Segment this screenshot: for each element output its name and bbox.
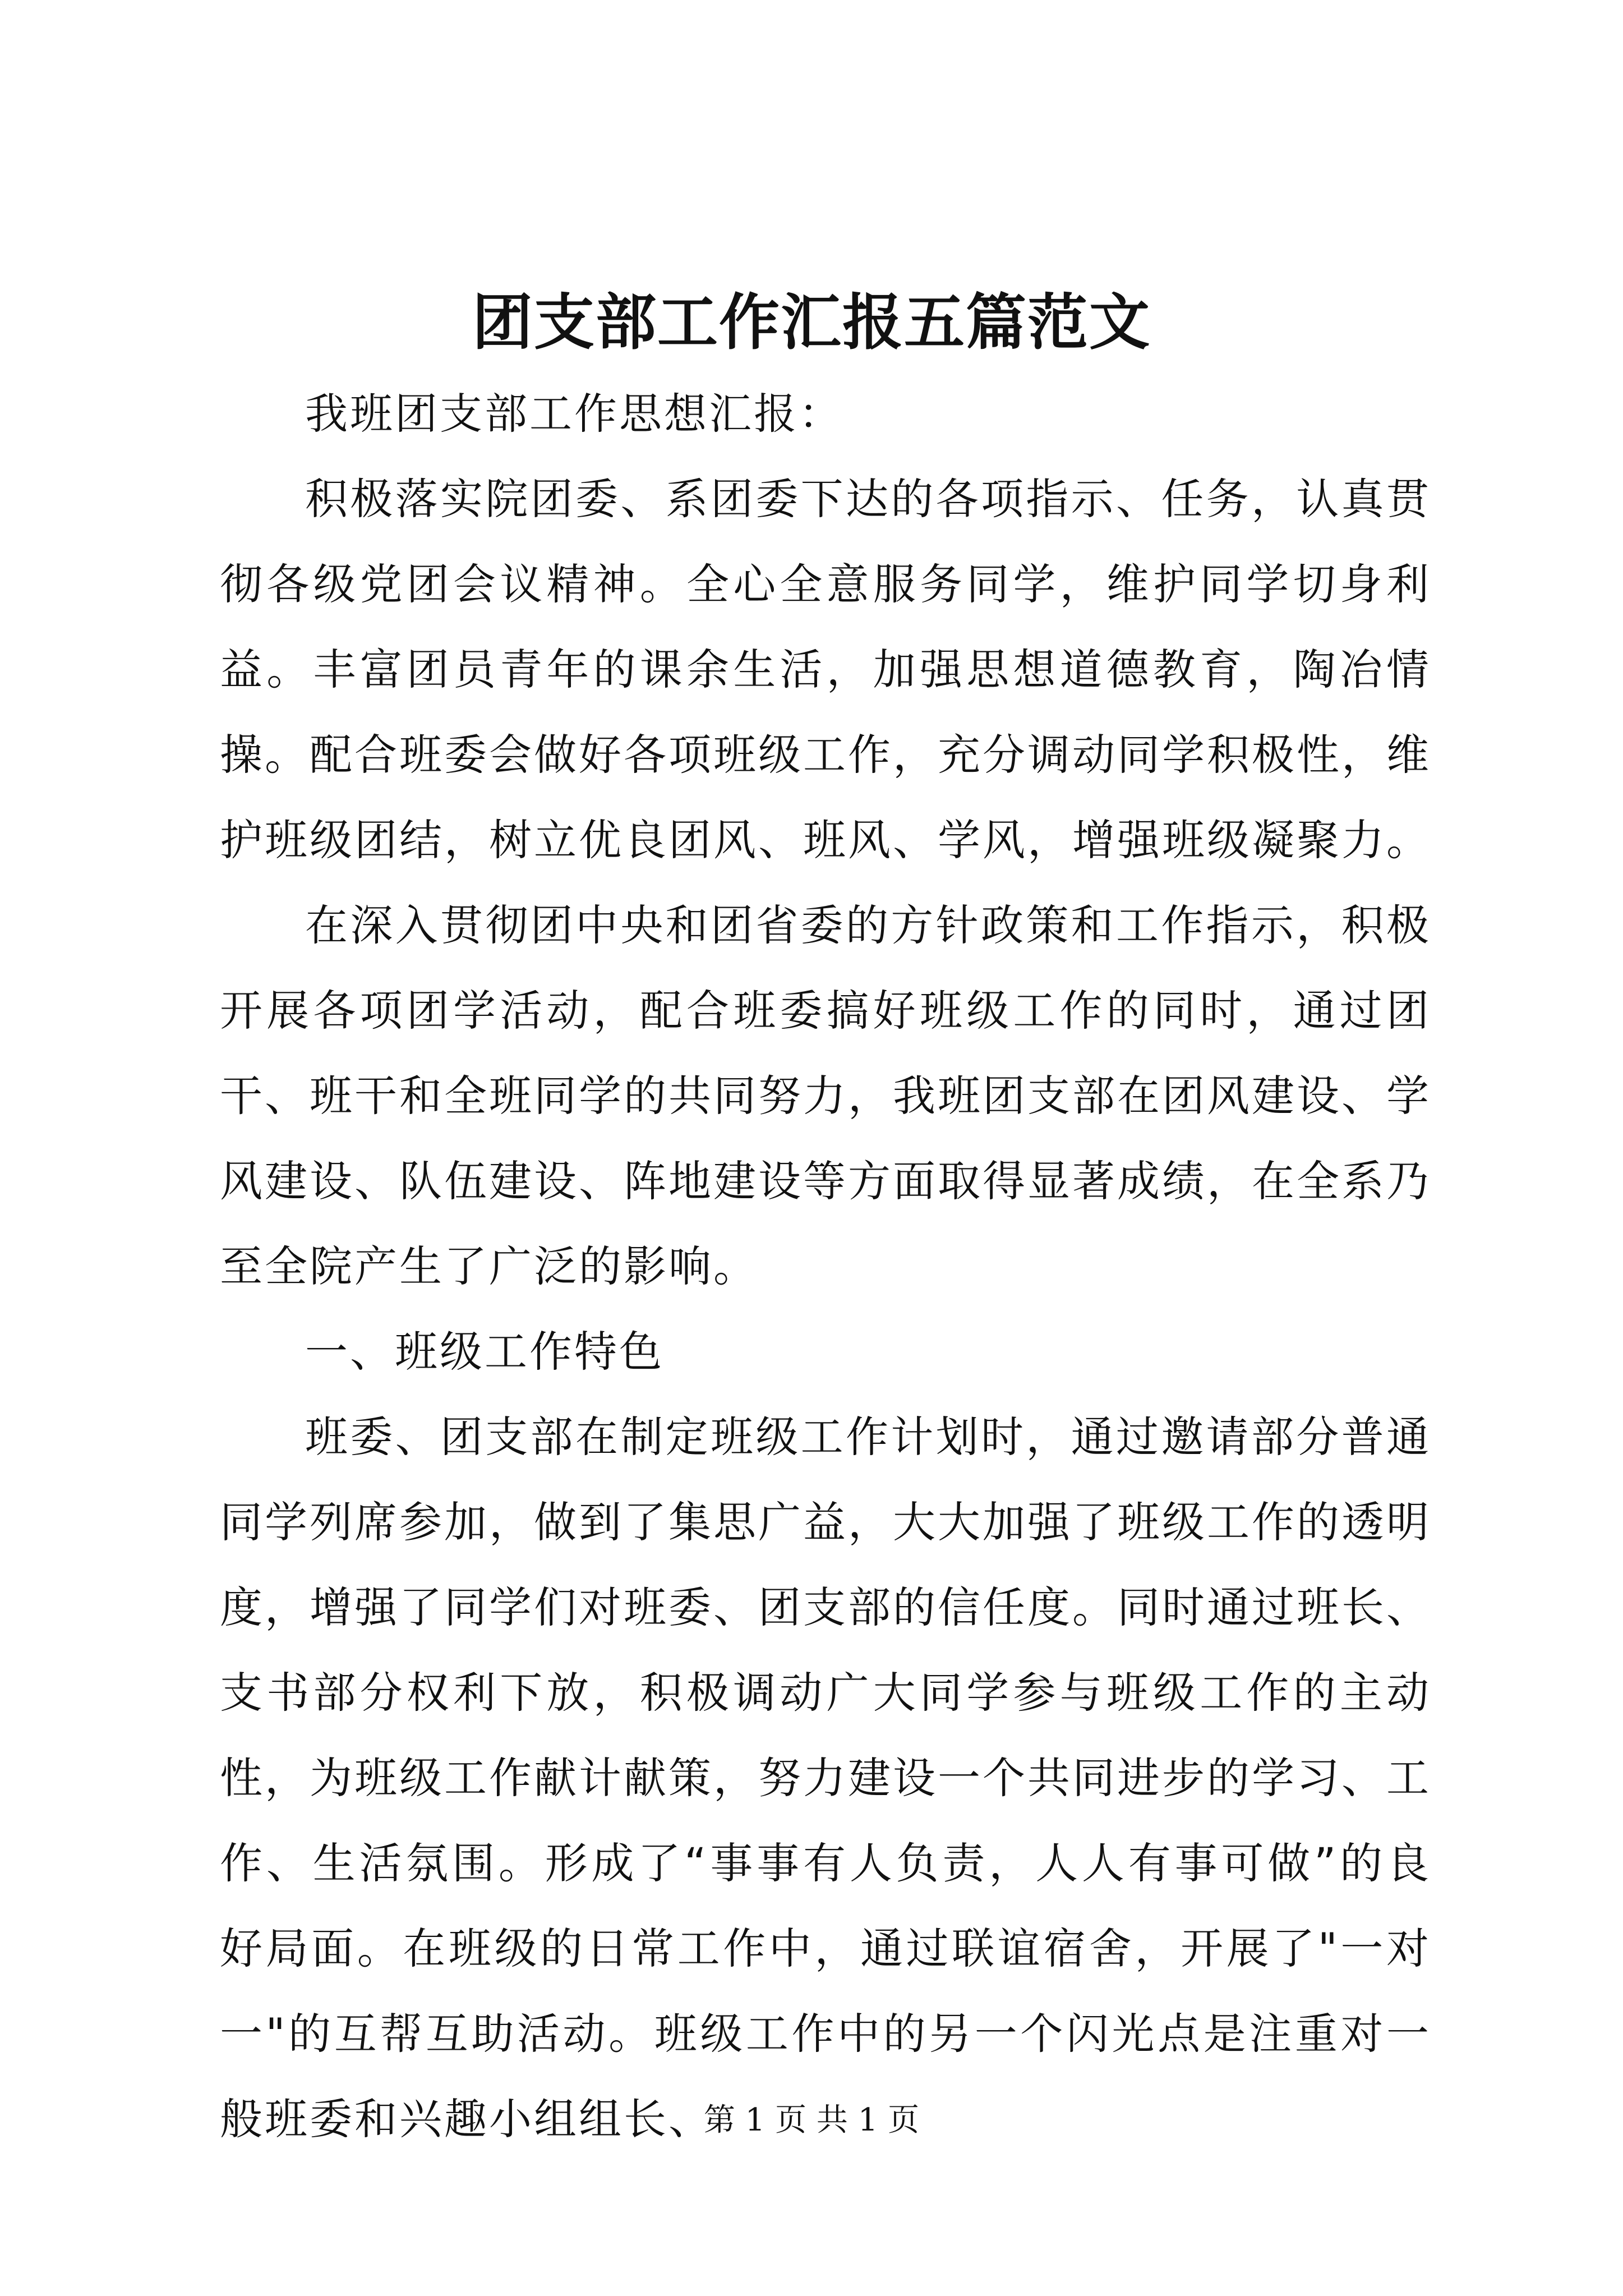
page-footer: 第 1 页 共 1 页 [703, 2102, 920, 2138]
paragraph-3: 在深入贯彻团中央和团省委的方针政策和工作指示，积极开展各项团学活动，配合班委搞好班级工作的同时，通过团干、班干和全班同学的共同努力，我班团支部在团风建设、学风建设、队伍建设、阵地建设等方面取得显著成绩，在全系乃至全院产生了广泛的影响。 [220, 900, 1431, 1291]
paragraph-2: 积极落实院团委、系团委下达的各项指示、任务，认真贯彻各级党团会议精神。全心全意服务同学，维护同学切身利益。丰富团员青年的课余生活，加强思想道德教育，陶冶情操。配合班委会做好各项班级工作，充分调动同学积极性，维护班级团结，树立优良团风、班风、学风，增强班级凝聚力。 [220, 474, 1431, 865]
paragraph-5: 班委、团支部在制定班级工作计划时，通过邀请部分普通同学列席参加，做到了集思广益，大大加强了班级工作的透明度，增强了同学们对班委、团支部的信任度。同时通过班长、支书部分权利下放，积极调动广大同学参与班级工作的主动性，为班级工作献计献策，努力建设一个共同进步的学习、工作、生活氛围。形成了“事事有人负责，人人有事可做”的良好局面。在班级的日常工作中，通过联谊宿舍，开展了"一对一"的互帮互助活动。班级工作中的另一个闪光点是注重对一般班委和兴趣小组组长、 [220, 1412, 1431, 2144]
paragraph-1: 我班团支部工作思想汇报： [305, 389, 843, 439]
document-title: 团支部工作汇报五篇范文 [472, 287, 1151, 358]
document-body [220, 371, 1431, 2162]
section-heading: 一、班级工作特色 [305, 1327, 664, 1377]
